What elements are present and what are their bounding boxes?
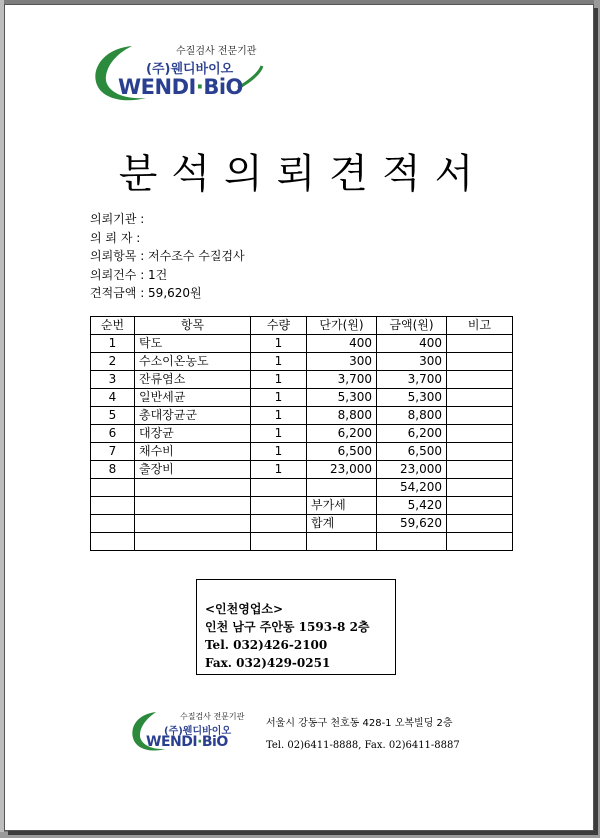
info-row-count: 의뢰건수 : 1건 (90, 267, 168, 282)
quote-table (90, 316, 513, 551)
table-row (91, 479, 513, 497)
table-cell: 1 (251, 335, 307, 353)
table-cell (447, 389, 513, 407)
table-cell: 8,800 (307, 407, 377, 425)
table-cell: 400 (307, 335, 377, 353)
table-row (91, 443, 513, 461)
table-cell: 수소이온농도 (135, 353, 251, 371)
footer-phone-fax: Tel. 02)6411-8888, Fax. 02)6411-8887 (266, 740, 460, 751)
table-cell: 일반세균 (135, 389, 251, 407)
table-cell (447, 425, 513, 443)
column-header: 단가(원) (307, 317, 377, 335)
table-cell (251, 533, 307, 551)
table-row (91, 533, 513, 551)
logo-tagline: 수질검사 전문기관 (180, 712, 245, 721)
office-tel: Tel. 032)426-2100 (205, 638, 328, 652)
table-cell: 5,420 (377, 497, 447, 515)
frame-bottom-edge (0, 832, 600, 838)
column-header: 순번 (91, 317, 135, 335)
logo-wordmark: WENDI·BiO (118, 75, 243, 99)
table-cell: 7 (91, 443, 135, 461)
footer-logo (128, 708, 245, 754)
table-cell: 대장균 (135, 425, 251, 443)
company-logo (88, 38, 268, 106)
table-cell: 6,200 (307, 425, 377, 443)
office-address: 인천 남구 주안동 1593-8 2층 (205, 620, 370, 634)
table-cell (447, 407, 513, 425)
table-cell: 4 (91, 389, 135, 407)
table-cell (447, 479, 513, 497)
table-cell: 3 (91, 371, 135, 389)
table-cell (447, 353, 513, 371)
table-cell: 1 (251, 425, 307, 443)
table-cell: 23,000 (377, 461, 447, 479)
table-cell: 5 (91, 407, 135, 425)
table-cell: 합계 (307, 515, 377, 533)
table-cell: 1 (251, 389, 307, 407)
table-cell: 잔류염소 (135, 371, 251, 389)
table-row (91, 335, 513, 353)
column-header: 금액(원) (377, 317, 447, 335)
table-cell: 총대장균군 (135, 407, 251, 425)
column-header: 수량 (251, 317, 307, 335)
column-header: 비고 (447, 317, 513, 335)
table-cell: 8 (91, 461, 135, 479)
table-cell: 23,000 (307, 461, 377, 479)
table-row (91, 425, 513, 443)
logo-tagline: 수질검사 전문기관 (176, 46, 257, 57)
column-header: 항목 (135, 317, 251, 335)
table-row (91, 389, 513, 407)
table-cell: 3,700 (307, 371, 377, 389)
table-cell (447, 533, 513, 551)
table-cell: 1 (251, 353, 307, 371)
table-cell (307, 533, 377, 551)
table-cell (135, 515, 251, 533)
info-row-amount: 견적금액 : 59,620원 (90, 286, 202, 300)
table-cell (307, 479, 377, 497)
table-cell: 300 (377, 353, 447, 371)
table-row (91, 371, 513, 389)
table-cell (91, 479, 135, 497)
table-cell: 6,500 (377, 443, 447, 461)
document-title: 분석의뢰견적서 (118, 151, 488, 197)
table-cell: 8,800 (377, 407, 447, 425)
table-row (91, 407, 513, 425)
logo-corp-name: (주)웬디바이오 (164, 726, 232, 737)
table-row (91, 497, 513, 515)
table-cell: 3,700 (377, 371, 447, 389)
info-row-institution: 의뢰기관 : (90, 212, 145, 226)
table-cell: 6 (91, 425, 135, 443)
table-cell: 400 (377, 335, 447, 353)
table-cell (135, 479, 251, 497)
table-cell: 1 (251, 461, 307, 479)
request-info (90, 210, 245, 303)
table-cell (135, 533, 251, 551)
table-cell (447, 371, 513, 389)
table-row (91, 515, 513, 533)
footer-address: 서울시 강동구 천호동 428-1 오복빌딩 2층 (266, 718, 453, 729)
table-cell (251, 497, 307, 515)
table-cell: 1 (251, 407, 307, 425)
info-row-requester: 의 뢰 자 : (90, 230, 141, 245)
table-cell: 54,200 (377, 479, 447, 497)
frame-right-edge (594, 0, 600, 838)
table-cell: 6,500 (307, 443, 377, 461)
logo-corp-name: (주)웬디바이오 (146, 62, 234, 77)
table-cell (447, 335, 513, 353)
table-cell: 2 (91, 353, 135, 371)
table-row (91, 461, 513, 479)
office-name: <인천영업소> (205, 602, 284, 616)
table-cell (447, 443, 513, 461)
table-cell: 6,200 (377, 425, 447, 443)
table-cell: 5,300 (377, 389, 447, 407)
table-cell (377, 533, 447, 551)
table-cell: 채수비 (135, 443, 251, 461)
table-cell: 300 (307, 353, 377, 371)
logo-wordmark: WENDI·BiO (146, 734, 228, 750)
table-cell: 탁도 (135, 335, 251, 353)
table-cell (91, 497, 135, 515)
table-cell (447, 515, 513, 533)
table-cell: 59,620 (377, 515, 447, 533)
table-cell (251, 515, 307, 533)
table-cell (91, 533, 135, 551)
table-header-row (91, 317, 513, 335)
table-cell: 부가세 (307, 497, 377, 515)
table-cell (447, 497, 513, 515)
table-row (91, 353, 513, 371)
branch-office-box (196, 579, 396, 675)
table-cell (135, 497, 251, 515)
info-row-item: 의뢰항목 : 저수조수 수질검사 (90, 249, 245, 263)
table-cell (447, 461, 513, 479)
footer-contact (266, 713, 460, 757)
table-cell: 5,300 (307, 389, 377, 407)
table-cell (251, 479, 307, 497)
table-cell (91, 515, 135, 533)
table-cell: 출장비 (135, 461, 251, 479)
office-fax: Fax. 032)429-0251 (205, 656, 331, 670)
table-cell: 1 (251, 371, 307, 389)
table-cell: 1 (251, 443, 307, 461)
table-cell: 1 (91, 335, 135, 353)
